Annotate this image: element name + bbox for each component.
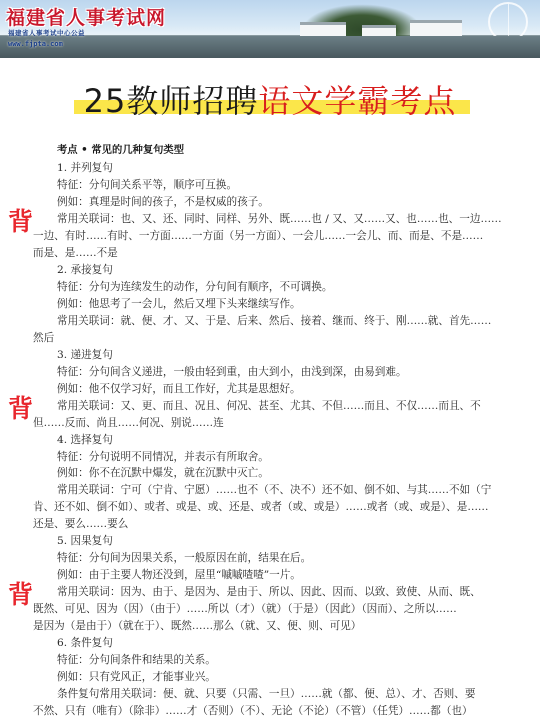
body-line: 条件复句常用关联词：便、就、只要（只需、一旦）……就（都、便、总）、才、否则、要 — [57, 688, 476, 700]
banner-building — [410, 20, 462, 36]
body-line: 常用关联词：就、便、才、又、于是、后来、然后、接着、继而、终于、刚……就、首先…… — [57, 314, 492, 327]
body-line: 例如：真理是时间的孩子，不是权威的孩子。 — [57, 195, 269, 208]
body-line: 既然、可见、因为（因）（由于）……所以（才）（就）（于是）（因此）（因而）、之所以…… — [33, 603, 457, 616]
body-line: 特征：分句间关系平等，顺序可互换。 — [57, 179, 238, 191]
page-headline — [0, 76, 540, 122]
section-heading: 5. 因果复句 — [57, 535, 113, 548]
body-line: 例如：他不仅学习好，而且工作好，尤其是思想好。 — [57, 382, 301, 395]
site-subtitle: 福建省人事考试中心公益 — [8, 29, 85, 37]
headline-part-red: 语文学霸考点 — [258, 82, 457, 120]
body-line: 例如：你不在沉默中爆发，就在沉默中灭亡。 — [57, 467, 269, 480]
section-heading: 2. 承接复句 — [57, 263, 113, 276]
site-banner — [0, 0, 540, 58]
banner-building — [300, 22, 346, 36]
body-line: 肯、还不如、倒不如）、或者、或是、或、还是、或者（或、或是）……或者（或、或是）、是…… — [33, 501, 489, 514]
body-line: 常用关联词：宁可（宁肯、宁愿）……也不（不、决不）还不如、倒不如、与其……不如（宁 — [57, 484, 492, 497]
banner-building — [362, 25, 396, 36]
body-line: 常用关联词：因为、由于、是因为、是由于、所以、因此、因而、以致、致使、从而、既、 — [57, 586, 481, 599]
body-line: 是因为（是由于）（就在于）、既然……那么（就、又、便、则、可见） — [33, 620, 362, 633]
section-heading: 3. 递进复句 — [57, 348, 113, 361]
memorize-mark: 背 — [8, 580, 34, 610]
body-line: 还是、要么……要么 — [33, 518, 129, 531]
body-line: 例如：他思考了一会儿，然后又埋下头来继续写作。 — [57, 297, 301, 310]
body-line: 特征：分句间含义递进，一般由轻到重，由大到小，由浅到深，由易到难。 — [57, 365, 407, 378]
body-line: 一边、有时……有时、一方面……一方面（另一方面）、一会儿……一会儿、而、而是、不是…… — [33, 229, 484, 242]
body-line: 而是、是……不是 — [33, 246, 118, 259]
body-line: 不然、只有（唯有）（除非）……才（否则）（不）、无论（不论）（不管）（任凭）……都（也） — [33, 705, 473, 717]
body-line: 例如：由于主要人物还没到，屋里“嘁嘁喳喳”一片。 — [57, 569, 301, 582]
memorize-mark: 背 — [8, 206, 34, 236]
body-line: 常用关联词：又、更、而且、况且、何况、甚至、尤其、不但……而且、不仅……而且、不 — [57, 399, 481, 412]
body-line: 特征：分句间条件和结果的关系。 — [57, 654, 216, 667]
body-line: 特征：分句说明不同情况，并表示有所取舍。 — [57, 450, 269, 463]
body-line: 特征：分句间为因果关系，一般原因在前，结果在后。 — [57, 552, 312, 565]
body-line: 特征：分句为连续发生的动作，分句间有顺序，不可调换。 — [57, 280, 333, 293]
site-title: 福建省人事考试网 — [6, 7, 167, 29]
section-heading: 4. 选择复句 — [57, 433, 113, 446]
topic-heading: 考点 • 常见的几种复句类型 — [57, 144, 185, 156]
body-line: 例如：只有党风正，才能事业兴。 — [57, 671, 216, 684]
body-line: 常用关联词：也、又、还、同时、同样、另外、既……也 / 又、又……又、也……也、一边…… — [57, 212, 502, 225]
site-url: www.fjpta.com — [8, 40, 63, 48]
headline-part-black: 25教师招聘 — [83, 82, 259, 120]
memorize-mark: 背 — [8, 393, 34, 423]
section-heading: 1. 并列复句 — [57, 162, 113, 174]
body-line: 但……反而、尚且……何况、别说……连 — [33, 416, 224, 429]
banner-lake — [0, 36, 540, 58]
body-line: 然后 — [33, 331, 55, 344]
section-heading: 6. 条件复句 — [57, 637, 113, 650]
